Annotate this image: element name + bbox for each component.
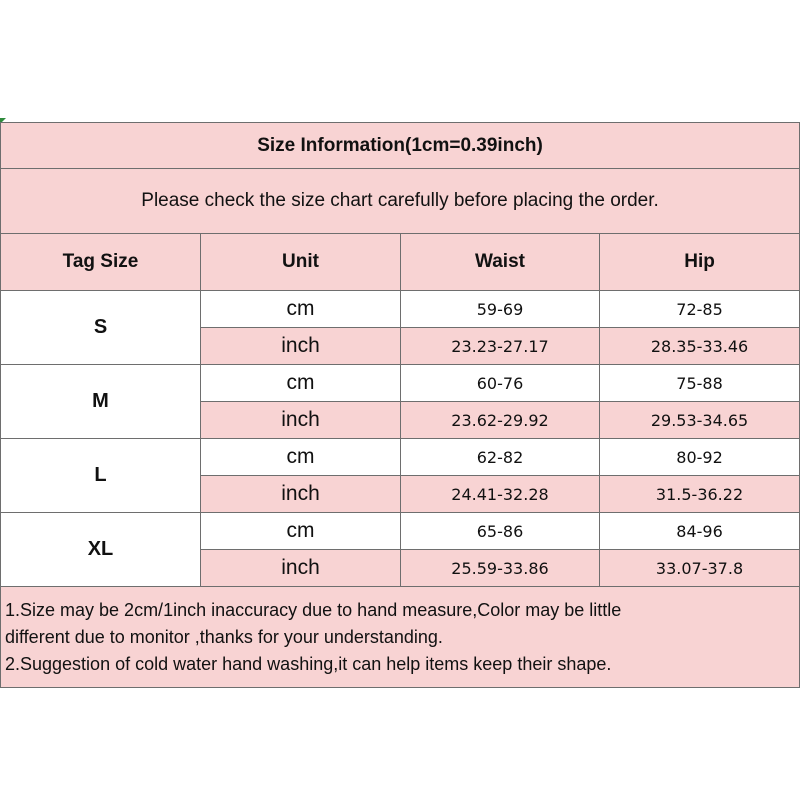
tag-size-cell: L bbox=[1, 439, 201, 513]
unit-cell: inch bbox=[201, 550, 401, 587]
hip-cell: 28.35-33.46 bbox=[600, 328, 800, 365]
size-info-title: Size Information(1cm=0.39inch) bbox=[1, 123, 800, 169]
note-line: 2.Suggestion of cold water hand washing,it can help items keep their shape. bbox=[5, 653, 612, 674]
header-tag-size: Tag Size bbox=[1, 234, 201, 291]
waist-cell: 59-69 bbox=[401, 291, 600, 328]
hip-cell: 31.5-36.22 bbox=[600, 476, 800, 513]
size-row bbox=[1, 513, 800, 550]
waist-cell: 23.23-27.17 bbox=[401, 328, 600, 365]
size-chart-instruction: Please check the size chart carefully before placing the order. bbox=[1, 169, 800, 234]
waist-cell: 24.41-32.28 bbox=[401, 476, 600, 513]
hip-cell: 80-92 bbox=[600, 439, 800, 476]
title-row bbox=[1, 123, 800, 169]
notes-cell bbox=[1, 587, 800, 688]
hip-cell: 72-85 bbox=[600, 291, 800, 328]
unit-cell: inch bbox=[201, 476, 401, 513]
waist-cell: 60-76 bbox=[401, 365, 600, 402]
notes-row bbox=[1, 587, 800, 688]
hip-cell: 33.07-37.8 bbox=[600, 550, 800, 587]
subtitle-row bbox=[1, 169, 800, 234]
size-row bbox=[1, 365, 800, 402]
size-row bbox=[1, 291, 800, 328]
unit-cell: inch bbox=[201, 402, 401, 439]
size-row bbox=[1, 439, 800, 476]
unit-cell: cm bbox=[201, 365, 401, 402]
waist-cell: 25.59-33.86 bbox=[401, 550, 600, 587]
hip-cell: 84-96 bbox=[600, 513, 800, 550]
unit-cell: cm bbox=[201, 513, 401, 550]
tag-size-cell: S bbox=[1, 291, 201, 365]
header-hip: Hip bbox=[600, 234, 800, 291]
waist-cell: 65-86 bbox=[401, 513, 600, 550]
hip-cell: 75-88 bbox=[600, 365, 800, 402]
unit-cell: inch bbox=[201, 328, 401, 365]
note-line: different due to monitor ,thanks for your understanding. bbox=[5, 626, 443, 647]
unit-cell: cm bbox=[201, 439, 401, 476]
header-row bbox=[1, 234, 800, 291]
tag-size-cell: M bbox=[1, 365, 201, 439]
waist-cell: 23.62-29.92 bbox=[401, 402, 600, 439]
size-chart-table bbox=[0, 122, 800, 688]
note-line: 1.Size may be 2cm/1inch inaccuracy due to hand measure,Color may be little bbox=[5, 599, 622, 620]
unit-cell: cm bbox=[201, 291, 401, 328]
header-waist: Waist bbox=[401, 234, 600, 291]
header-unit: Unit bbox=[201, 234, 401, 291]
tag-size-cell: XL bbox=[1, 513, 201, 587]
hip-cell: 29.53-34.65 bbox=[600, 402, 800, 439]
waist-cell: 62-82 bbox=[401, 439, 600, 476]
